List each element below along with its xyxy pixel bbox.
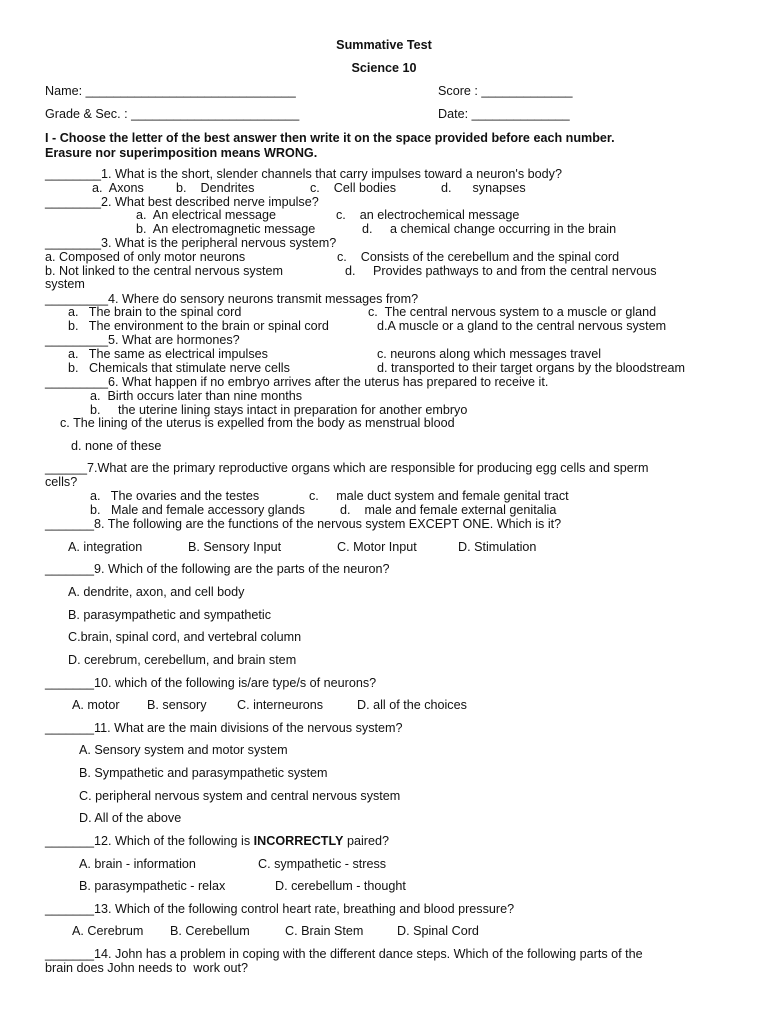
q3-choice-c: c. Consists of the cerebellum and the spinal cord <box>337 250 620 264</box>
q9-choice-b: B. parasympathetic and sympathetic <box>68 608 272 622</box>
q8-choice-c: C. Motor Input <box>337 540 417 554</box>
question-11: _______11. What are the main divisions of the nervous system? <box>45 721 403 735</box>
question-3: ________3. What is the peripheral nervous system? <box>45 236 337 250</box>
q12-choice-d: D. cerebellum - thought <box>275 879 406 893</box>
q1-choice-d: d. synapses <box>441 181 526 195</box>
q9-choice-c: C.brain, spinal cord, and vertebral column <box>68 630 302 644</box>
q6-choice-b: b. the uterine lining stays intact in preparation for another embryo <box>90 403 468 417</box>
q10-choice-d: D. all of the choices <box>357 698 467 712</box>
q4-choice-d: d.A muscle or a gland to the central nervous system <box>377 319 667 333</box>
question-13: _______13. Which of the following control heart rate, breathing and blood pressure? <box>45 902 515 916</box>
q13-choice-d: D. Spinal Cord <box>397 924 479 938</box>
q6-choice-c: c. The lining of the uterus is expelled from the body as menstrual blood <box>60 416 455 430</box>
question-7: ______7.What are the primary reproductive organs which are responsible for producing egg cells and sperm <box>45 461 649 475</box>
q13-choice-a: A. Cerebrum <box>72 924 144 938</box>
q12-choice-b: B. parasympathetic - relax <box>79 879 226 893</box>
question-5: _________5. What are hormones? <box>45 333 240 347</box>
question-12 <box>45 834 389 849</box>
question-6: _________6. What happen if no embryo arrives after the uterus has prepared to receive it. <box>45 375 549 389</box>
q8-choice-a: A. integration <box>68 540 143 554</box>
q2-choice-a: a. An electrical message <box>136 208 277 222</box>
q13-choice-c: C. Brain Stem <box>285 924 364 938</box>
question-2: ________2. What best described nerve impulse? <box>45 195 319 209</box>
q3-choice-d: d. Provides pathways to and from the central nervous <box>345 264 657 278</box>
q6-choice-a: a. Birth occurs later than nine months <box>90 389 303 403</box>
q5-choice-a: a. The same as electrical impulses <box>68 347 268 361</box>
grade-section-field[interactable]: Grade & Sec. : ________________________ <box>45 107 300 121</box>
instructions-line-1: I - Choose the letter of the best answer then write it on the space provided before each number. <box>45 131 615 145</box>
q1-choice-b: b. Dendrites <box>176 181 255 195</box>
question-9: _______9. Which of the following are the parts of the neuron? <box>45 562 390 576</box>
question-8: _______8. The following are the functions of the nervous system EXCEPT ONE. Which is it? <box>45 517 562 531</box>
q12-text-post: paired? <box>343 834 389 848</box>
q7-choice-d: d. male and female external genitalia <box>340 503 557 517</box>
subject-title: Science 10 <box>351 61 417 75</box>
q4-choice-b: b. The environment to the brain or spinal cord <box>68 319 329 333</box>
q7-choice-b: b. Male and female accessory glands <box>90 503 305 517</box>
q8-choice-b: B. Sensory Input <box>188 540 282 554</box>
q1-choice-c: c. Cell bodies <box>310 181 397 195</box>
question-14: _______14. John has a problem in coping with the different dance steps. Which of the following parts of the <box>45 947 643 961</box>
name-field[interactable]: Name: ______________________________ <box>45 84 296 98</box>
q6-choice-d: d. none of these <box>71 439 162 453</box>
q8-choice-d: D. Stimulation <box>458 540 537 554</box>
q3-choice-b: b. Not linked to the central nervous system <box>45 264 283 278</box>
q12-choice-c: C. sympathetic - stress <box>258 857 387 871</box>
q5-choice-d: d. transported to their target organs by the bloodstream <box>377 361 686 375</box>
question-14-cont: brain does John needs to work out? <box>45 961 249 975</box>
q11-choice-c: C. peripheral nervous system and central nervous system <box>79 789 401 803</box>
question-7-cont: cells? <box>45 475 78 489</box>
q2-choice-c: c. an electrochemical message <box>336 208 520 222</box>
q12-emphasis: INCORRECTLY <box>253 834 344 848</box>
q10-choice-a: A. motor <box>72 698 120 712</box>
q12-choice-a: A. brain - information <box>79 857 196 871</box>
q11-choice-b: B. Sympathetic and parasympathetic system <box>79 766 328 780</box>
test-title: Summative Test <box>336 38 432 52</box>
q5-choice-c: c. neurons along which messages travel <box>377 347 602 361</box>
q5-choice-b: b. Chemicals that stimulate nerve cells <box>68 361 290 375</box>
q3-choice-d-cont: system <box>45 277 85 291</box>
q9-choice-a: A. dendrite, axon, and cell body <box>68 585 245 599</box>
instructions-line-2: Erasure nor superimposition means WRONG. <box>45 146 318 160</box>
q3-choice-a: a. Composed of only motor neurons <box>45 250 246 264</box>
q12-text-pre: _______12. Which of the following is <box>45 834 254 848</box>
q10-choice-b: B. sensory <box>147 698 207 712</box>
date-field[interactable]: Date: ______________ <box>438 107 570 121</box>
q4-choice-c: c. The central nervous system to a muscle or gland <box>368 305 657 319</box>
q11-choice-d: D. All of the above <box>79 811 182 825</box>
q7-choice-a: a. The ovaries and the testes <box>90 489 260 503</box>
q1-choice-a: a. Axons <box>92 181 144 195</box>
question-10: _______10. which of the following is/are type/s of neurons? <box>45 676 377 690</box>
q7-choice-c: c. male duct system and female genital tract <box>309 489 569 503</box>
question-4: _________4. Where do sensory neurons transmit messages from? <box>45 292 419 306</box>
q4-choice-a: a. The brain to the spinal cord <box>68 305 242 319</box>
q2-choice-b: b. An electromagnetic message <box>136 222 316 236</box>
q11-choice-a: A. Sensory system and motor system <box>79 743 288 757</box>
score-field[interactable]: Score : _____________ <box>438 84 573 98</box>
q9-choice-d: D. cerebrum, cerebellum, and brain stem <box>68 653 297 667</box>
q10-choice-c: C. interneurons <box>237 698 324 712</box>
question-1: ________1. What is the short, slender channels that carry impulses toward a neuron's body? <box>45 167 562 181</box>
q13-choice-b: B. Cerebellum <box>170 924 250 938</box>
q2-choice-d: d. a chemical change occurring in the brain <box>362 222 617 236</box>
